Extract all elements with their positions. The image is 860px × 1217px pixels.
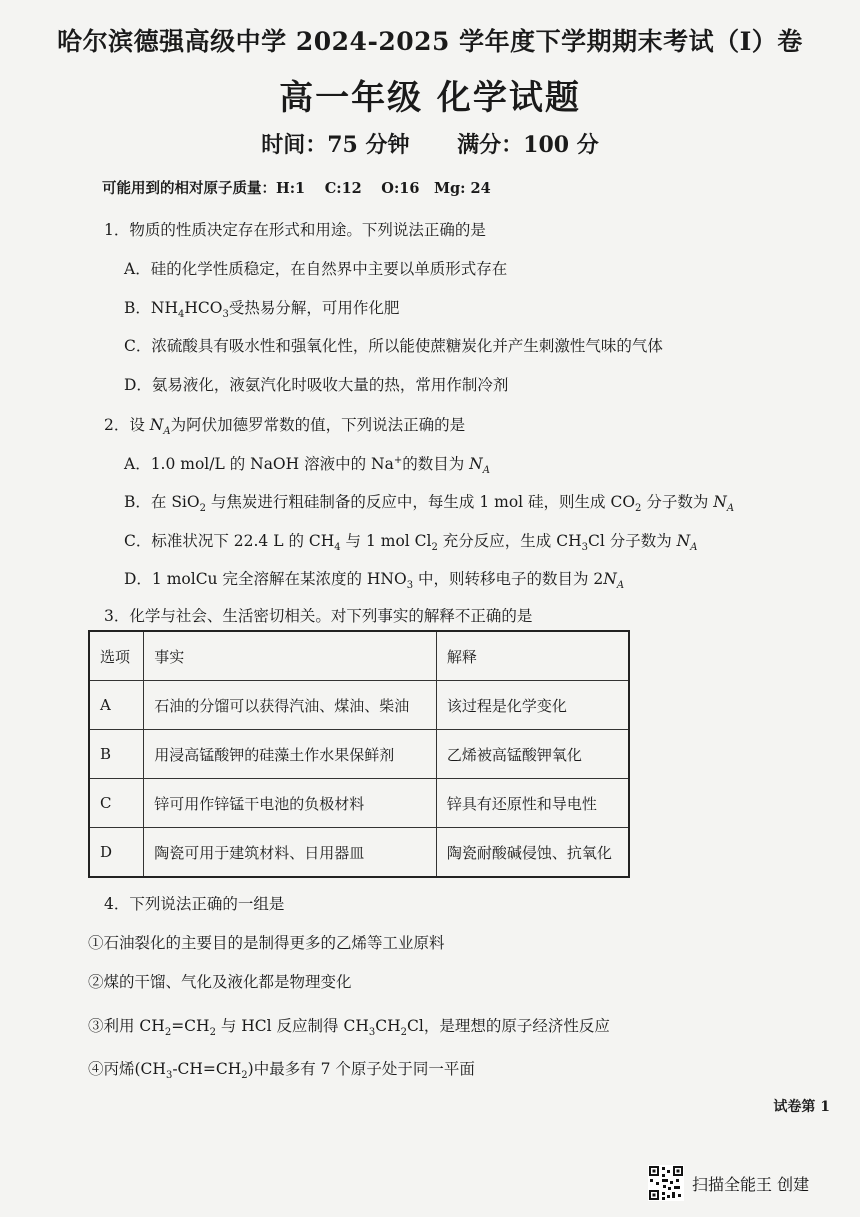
brand-label: 扫描全能王 创建 (692, 1174, 810, 1194)
q2-option-a: A．1.0 mol/L 的 NaOH 溶液中的 Na+的数目为 $N_A$ (124, 454, 490, 477)
table-cell: A (89, 681, 144, 730)
table-cell: D (89, 828, 144, 878)
q2-option-d: D．1 molCu 完全溶解在某浓度的 $HNO_3$ 中，则转移电子的数目为 $2N_A$ (124, 570, 625, 592)
table-cell: 锌具有还原性和导电性 (436, 779, 629, 828)
atomic-masses: 可能用到的相对原子质量：H:1 C:12 O:16 Mg: 24 (102, 180, 491, 197)
q4-statement-1: ①石油裂化的主要目的是制得更多的乙烯等工业原料 (88, 934, 445, 952)
table-cell: 该过程是化学变化 (436, 681, 629, 730)
scanner-brand (648, 1164, 809, 1202)
table-row (89, 828, 629, 878)
q1-option-b: B．$NH_4HCO_3$受热易分解，可用作化肥 (124, 299, 400, 321)
q3-stem: 3．化学与社会、生活密切相关。对下列事实的解释不正确的是 (104, 607, 533, 625)
table-header-cell: 解释 (436, 631, 629, 681)
exam-info (0, 128, 860, 159)
exam-score: 满分：100 分 (457, 132, 599, 158)
subject-title: 高一年级 化学试题 (279, 78, 581, 118)
table-cell: 锌可用作锌锰干电池的负极材料 (144, 779, 437, 828)
q3-table (88, 630, 630, 878)
q4-stem: 4．下列说法正确的一组是 (104, 895, 285, 913)
q2-option-b: B．在 SiO$_2$ 与焦炭进行粗硅制备的反应中，每生成 1 mol 硅，则生成 $CO_2$ 分子数为 $N_A$ (124, 493, 735, 515)
q4-statement-2: ②煤的干馏、气化及液化都是物理变化 (88, 973, 352, 991)
q1-option-c: C．浓硫酸具有吸水性和强氧化性，所以能使蔗糖炭化并产生刺激性气味的气体 (124, 337, 663, 355)
q4-statement-4: ④丙烯$(CH_3-CH=CH_2)$中最多有 7 个原子处于同一平面 (88, 1060, 475, 1082)
q4-statement-3: ③利用 $CH_2=CH_2$ 与 HCl 反应制得 $CH_3CH_2Cl$，是理想的原子经济性反应 (88, 1017, 610, 1039)
table-cell: 用浸高锰酸钾的硅藻土作水果保鲜剂 (144, 730, 437, 779)
table-header-cell: 事实 (144, 631, 437, 681)
qr-code-icon (648, 1165, 684, 1201)
table-header-row (89, 631, 629, 681)
q1-option-a: A．硅的化学性质稳定，在自然界中主要以单质形式存在 (124, 260, 508, 278)
exam-title: 哈尔滨德强高级中学 2024-2025 学年度下学期期末考试（I）卷 (57, 27, 803, 56)
table-cell: 陶瓷耐酸碱侵蚀、抗氧化 (436, 828, 629, 878)
page-number: 试卷第 1 (773, 1099, 830, 1115)
q1-option-d: D．氨易液化，液氨汽化时吸收大量的热，常用作制冷剂 (124, 376, 509, 394)
table-row (89, 779, 629, 828)
exam-time: 时间：75 分钟 (261, 132, 410, 158)
table-cell: 石油的分馏可以获得汽油、煤油、柴油 (144, 681, 437, 730)
table-cell: C (89, 779, 144, 828)
table-row (89, 681, 629, 730)
table-header-cell: 选项 (89, 631, 144, 681)
q2-option-c: C．标准状况下 22.4 L 的 $CH_4$ 与 1 mol $Cl_2$ 充分反应，生成 $CH_3Cl$ 分子数为 $N_A$ (124, 532, 698, 554)
table-cell: B (89, 730, 144, 779)
q2-stem: 2．设 $N_A$为阿伏加德罗常数的值，下列说法正确的是 (104, 416, 466, 438)
table-cell: 乙烯被高锰酸钾氧化 (436, 730, 629, 779)
table-cell: 陶瓷可用于建筑材料、日用器皿 (144, 828, 437, 878)
q1-stem: 1．物质的性质决定存在形式和用途。下列说法正确的是 (104, 221, 486, 239)
table-row (89, 730, 629, 779)
